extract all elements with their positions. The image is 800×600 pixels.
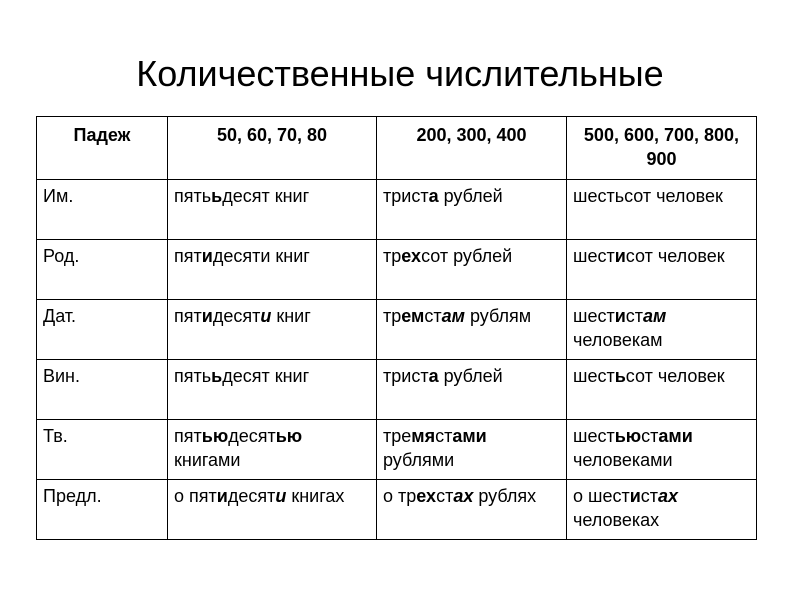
form-cell	[168, 300, 377, 360]
text-segment: сот человек	[624, 186, 723, 206]
text-segment: пят	[174, 246, 202, 266]
text-segment: три	[383, 186, 412, 206]
text-segment: ью	[201, 426, 229, 446]
table-row	[37, 180, 757, 240]
text-segment: ст	[625, 306, 644, 326]
table-body	[37, 180, 757, 540]
text-segment: ью	[614, 426, 642, 446]
text-segment: ст	[436, 486, 454, 506]
text-segment: сот рублей	[421, 246, 513, 266]
text-segment: ах	[658, 486, 679, 506]
text-segment: а	[428, 186, 439, 206]
table-row	[37, 480, 757, 540]
text-segment: ст	[640, 486, 659, 506]
text-segment: ам	[441, 306, 465, 326]
text-segment: ст	[424, 306, 442, 326]
text-segment: пять	[174, 366, 212, 386]
form-cell	[377, 420, 567, 480]
form-cell	[168, 420, 377, 480]
form-cell	[168, 480, 377, 540]
form-cell	[377, 480, 567, 540]
form-cell	[377, 360, 567, 420]
text-segment: тр	[383, 246, 402, 266]
text-segment: рублей	[438, 366, 503, 386]
form-cell	[567, 180, 757, 240]
text-segment: и	[629, 486, 641, 506]
text-segment: десяти книг	[212, 246, 310, 266]
text-segment: ью	[275, 426, 303, 446]
text-segment: шест	[573, 366, 615, 386]
text-segment: ь	[211, 186, 223, 206]
header-50-80: 50, 60, 70, 80	[168, 117, 377, 180]
text-segment: шест	[573, 306, 615, 326]
text-segment: и	[614, 246, 626, 266]
text-segment: пят	[174, 426, 202, 446]
text-segment: и	[275, 486, 287, 506]
table-row	[37, 420, 757, 480]
text-segment: десят книг	[222, 366, 310, 386]
text-segment: десят	[227, 486, 276, 506]
text-segment: ех	[401, 246, 422, 266]
text-segment: ст	[411, 186, 429, 206]
text-segment: десят книг	[222, 186, 310, 206]
text-segment: и	[260, 306, 272, 326]
text-segment: три	[383, 366, 412, 386]
table-row	[37, 240, 757, 300]
form-cell	[567, 240, 757, 300]
text-segment: о тр	[383, 486, 417, 506]
text-segment: ах	[453, 486, 474, 506]
text-segment: человекам	[573, 330, 663, 350]
text-segment: ами	[658, 426, 693, 446]
form-cell	[377, 240, 567, 300]
text-segment: десят	[228, 426, 276, 446]
form-cell	[377, 300, 567, 360]
text-segment: ь	[614, 366, 626, 386]
text-segment: и	[201, 246, 213, 266]
text-segment: ь	[211, 366, 223, 386]
text-segment: рублям	[464, 306, 532, 326]
text-segment: сот человек	[625, 246, 725, 266]
form-cell	[168, 180, 377, 240]
text-segment: ами	[452, 426, 487, 446]
text-segment: рублях	[473, 486, 537, 506]
text-segment: книгах	[286, 486, 345, 506]
header-case: Падеж	[37, 117, 168, 180]
text-segment: десят	[212, 306, 261, 326]
text-segment: пят	[174, 306, 202, 326]
form-cell	[377, 180, 567, 240]
text-segment: ст	[435, 426, 453, 446]
form-cell	[567, 360, 757, 420]
text-segment: рублями	[383, 450, 455, 470]
text-segment: тре	[383, 426, 412, 446]
case-cell: Вин.	[37, 360, 168, 420]
page-title: Количественные числительные	[136, 53, 664, 94]
text-segment: человеками	[573, 450, 673, 470]
form-cell	[567, 300, 757, 360]
case-cell: Им.	[37, 180, 168, 240]
form-cell	[168, 240, 377, 300]
case-cell: Род.	[37, 240, 168, 300]
form-cell	[567, 480, 757, 540]
numerals-table	[36, 116, 757, 540]
text-segment: ех	[416, 486, 437, 506]
text-segment: сот человек	[625, 366, 725, 386]
case-cell: Дат.	[37, 300, 168, 360]
text-segment: мя	[411, 426, 436, 446]
text-segment: ам	[643, 306, 667, 326]
case-cell: Тв.	[37, 420, 168, 480]
case-cell: Предл.	[37, 480, 168, 540]
text-segment: и	[201, 306, 213, 326]
text-segment: пять	[174, 186, 212, 206]
text-segment: ст	[411, 366, 429, 386]
header-200-400: 200, 300, 400	[377, 117, 567, 180]
text-segment: рублей	[438, 186, 503, 206]
text-segment: книг	[271, 306, 311, 326]
text-segment: о пят	[174, 486, 217, 506]
text-segment: человеках	[573, 510, 660, 530]
form-cell	[168, 360, 377, 420]
text-segment: книгами	[174, 450, 241, 470]
header-500-900: 500, 600, 700, 800, 900	[567, 117, 757, 180]
form-cell	[567, 420, 757, 480]
text-segment: и	[216, 486, 228, 506]
text-segment: шест	[573, 426, 615, 446]
table-row	[37, 300, 757, 360]
table-row	[37, 360, 757, 420]
text-segment: о шест	[573, 486, 630, 506]
table-header-row	[37, 117, 757, 180]
text-segment: ем	[401, 306, 425, 326]
text-segment: тр	[383, 306, 402, 326]
text-segment: ст	[641, 426, 659, 446]
text-segment: и	[614, 306, 626, 326]
text-segment: шесть	[573, 186, 625, 206]
text-segment: а	[428, 366, 439, 386]
text-segment: шест	[573, 246, 615, 266]
